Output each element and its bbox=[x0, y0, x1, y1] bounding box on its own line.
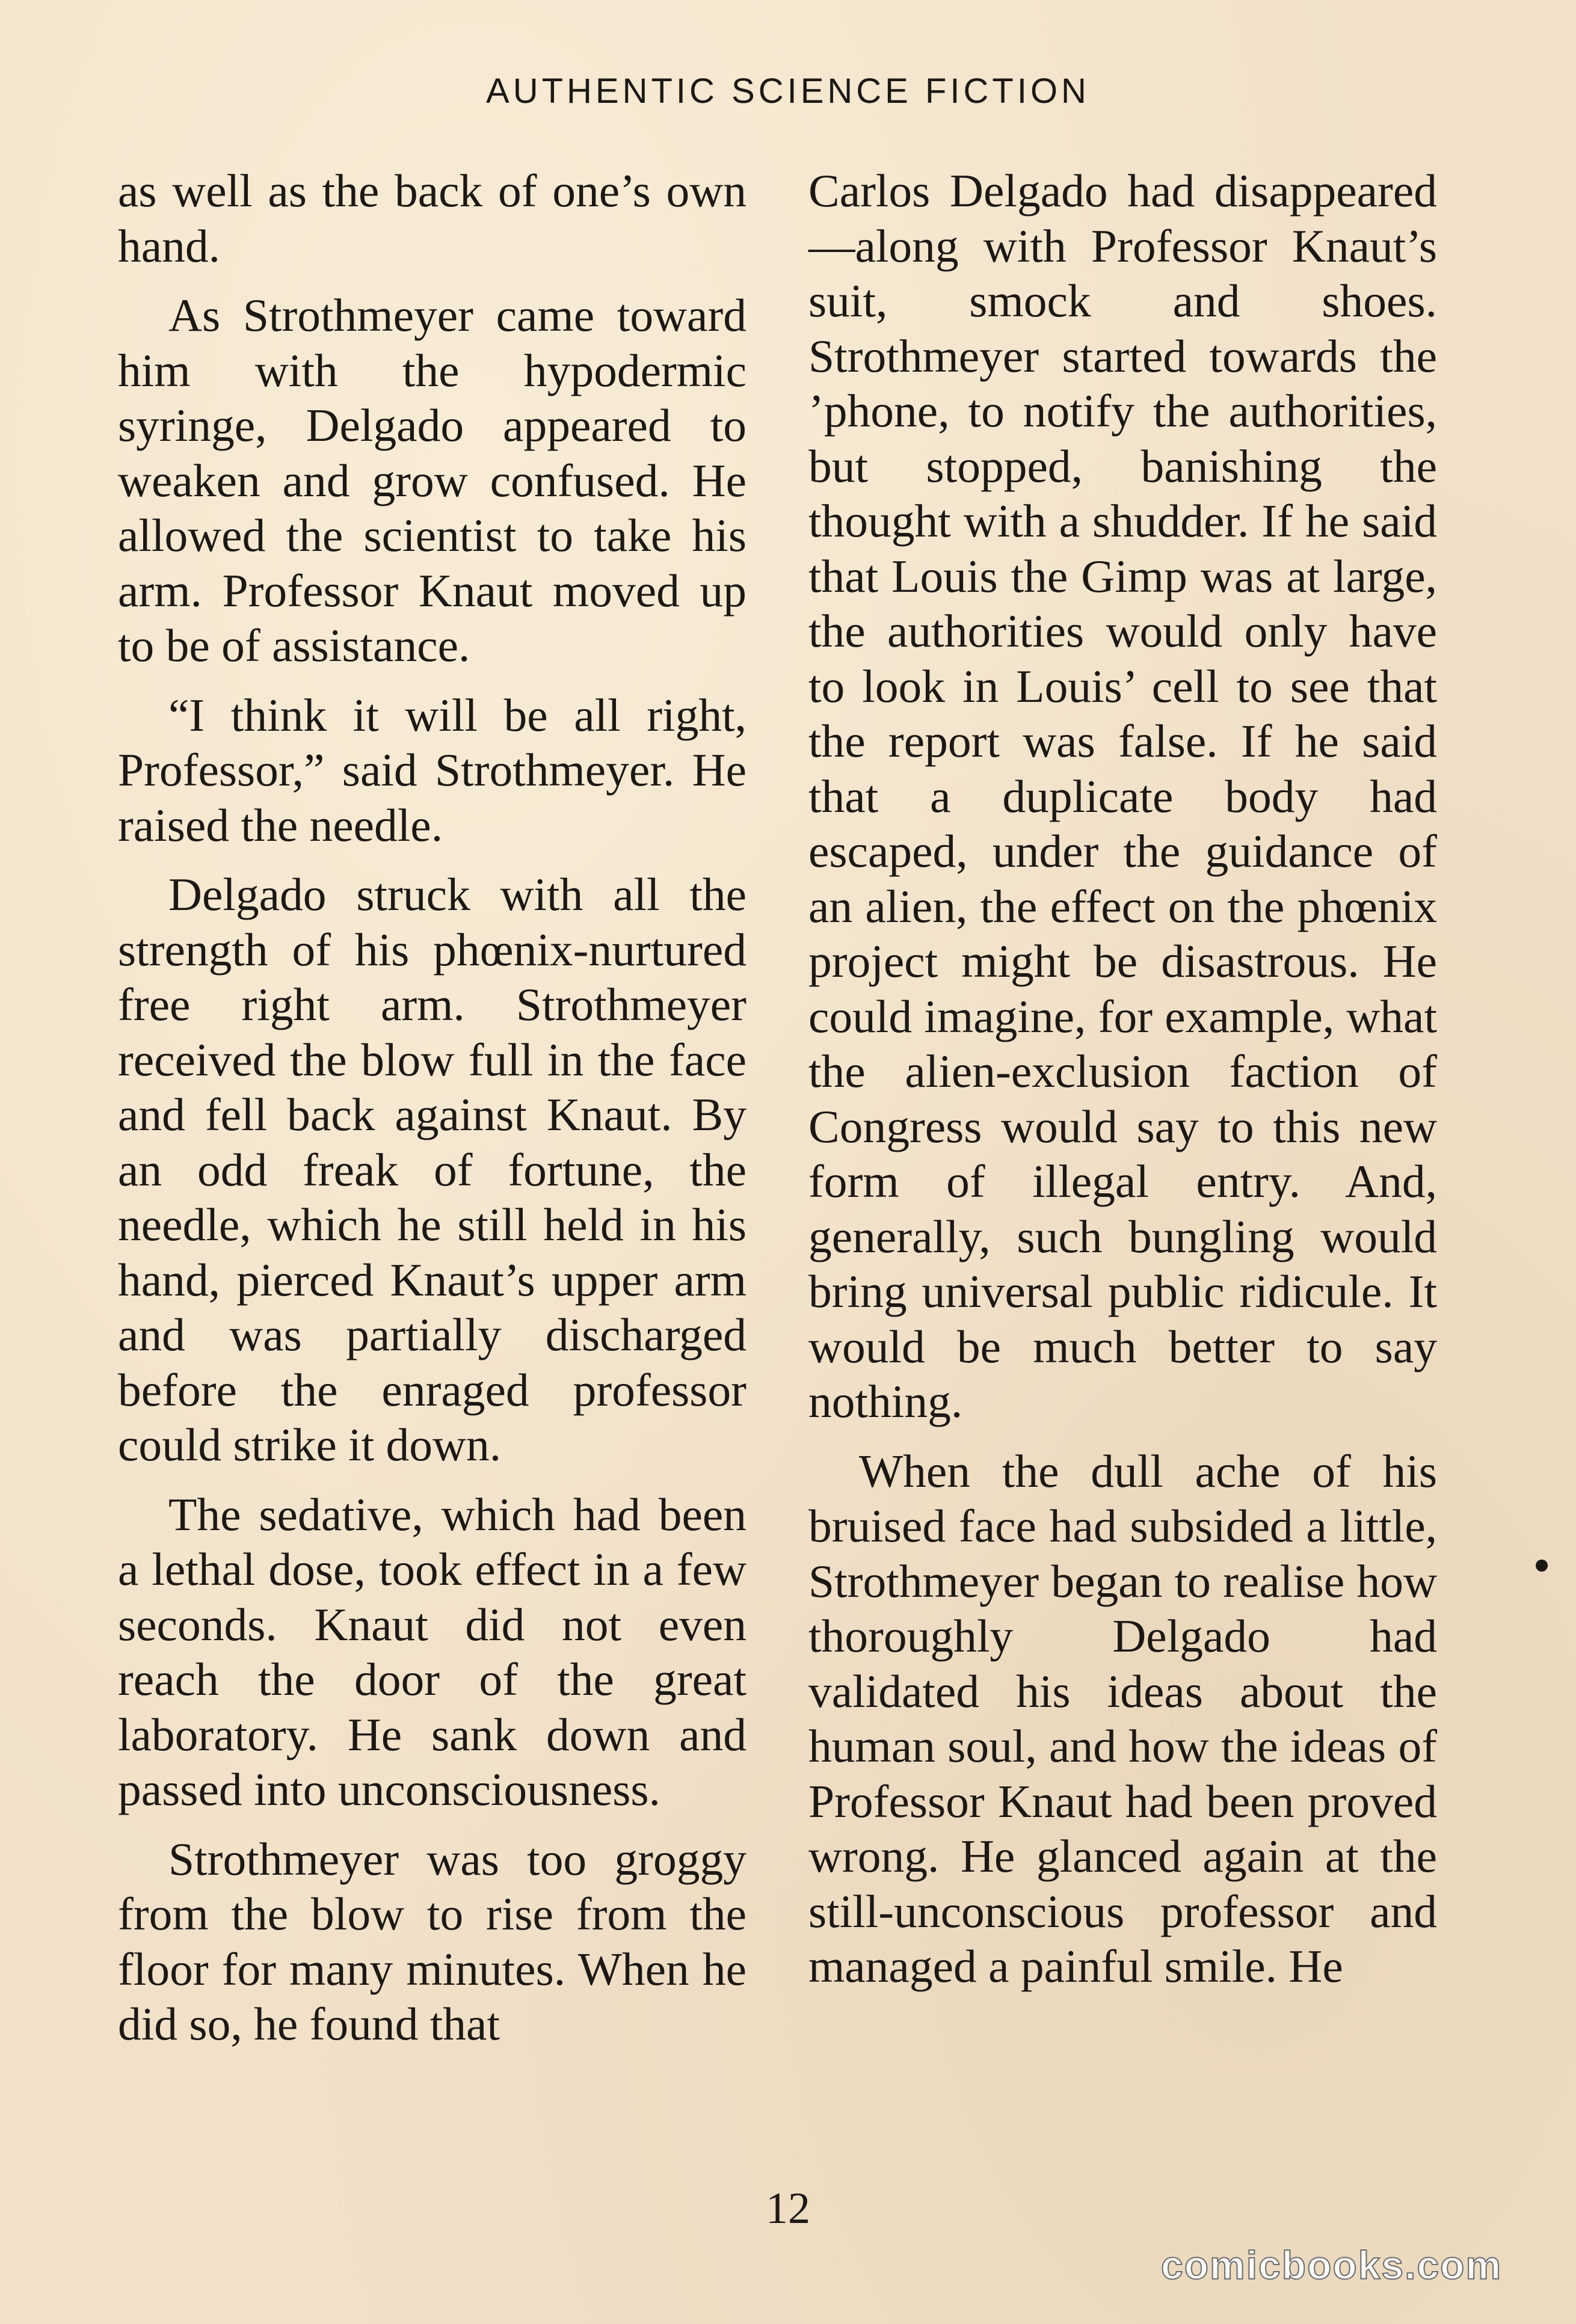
right-text-column bbox=[808, 164, 1437, 1994]
left-text-column bbox=[118, 164, 746, 2052]
ink-dot-mark bbox=[1536, 1560, 1548, 1572]
paragraph: When the dull ache of his bruised face had subsided a little, Strothmeyer began to realise how thoroughly Delgado had validated his ideas about the human soul, and how the ideas of Professor Knaut had been proved wrong. He glanced again at the still-unconscious professor and managed a painful smile. He bbox=[808, 1445, 1437, 1992]
watermark-logo: comicbooks.com bbox=[1161, 2243, 1503, 2287]
paragraph: As Strothmeyer came toward him with the hypodermic syringe, Delgado appeared to weaken and grow confused. He allowed the scientist to take his arm. Professor Knaut moved up to be of assistance. bbox=[118, 289, 746, 671]
paragraph: Strothmeyer was too groggy from the blow to rise from the floor for many minutes. When he did so, he found that bbox=[118, 1833, 746, 2050]
paragraph: as well as the back of one’s own hand. bbox=[118, 165, 746, 272]
paragraph: “I think it will be all right, Professor,” said Strothmeyer. He raised the needle. bbox=[118, 689, 746, 851]
page-number: 12 bbox=[766, 2184, 810, 2233]
paragraph: Delgado struck with all the strength of his phœnix-nurtured free right arm. Strothmeyer received the blow full in the face and fell back against Knaut. By an odd freak of fortune, the needle, which he still held in his hand, pierced Knaut’s upper arm and was partially discharged before the enraged professor could strike it down. bbox=[118, 868, 746, 1471]
paragraph: Carlos Delgado had disappeared—along with Professor Knaut’s suit, smock and shoes. Strothmeyer started towards the ’phone, to notify the authorities, but stopped, banishing the thought with a shudder. If he said that Louis the Gimp was at large, the authorities would only have to look in Louis’ cell to see that the report was false. If he said that a duplicate body had escaped, under the guidance of an alien, the effect on the phœnix project might be disastrous. He could imagine, for example, what the alien-exclusion faction of Congress would say to this new form of illegal entry. And, generally, such bungling would bring universal public ridicule. It would be much better to say nothing. bbox=[808, 165, 1437, 1427]
paragraph: The sedative, which had been a lethal dose, took effect in a few seconds. Knaut did not even reach the door of the great laboratory. He sank down and passed into unconsciousness. bbox=[118, 1488, 746, 1815]
running-head: AUTHENTIC SCIENCE FICTION bbox=[486, 72, 1090, 111]
